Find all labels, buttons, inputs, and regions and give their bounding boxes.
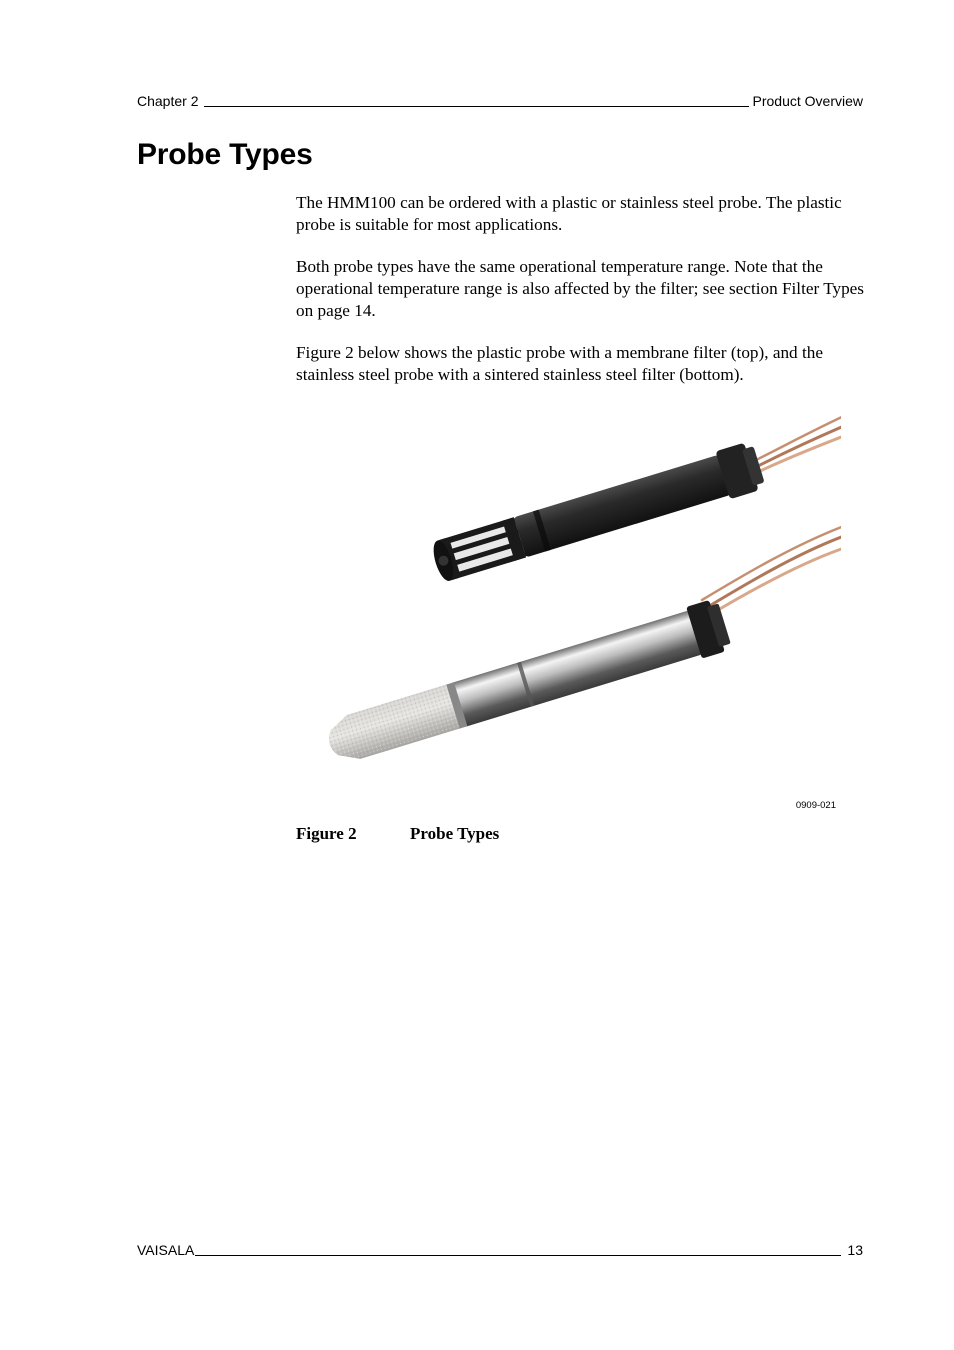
figure-code: 0909-021 [795,800,836,811]
header-section: Product Overview [752,93,863,109]
paragraph-temperature-range: Both probe types have the same operational temperature range. Note that the operational temperature range is also affected by the filter; see section Filter Types on page 14. [296,257,865,320]
page-number: 13 [847,1242,863,1258]
header-chapter: Chapter 2 [137,93,199,109]
footer-rule [195,1255,841,1256]
probe-cables [702,416,841,616]
probe-types-photo [296,404,841,792]
plastic-probe [428,440,766,587]
footer-company: VAISALA [137,1242,195,1258]
paragraph-probe-options: The HMM100 can be ordered with a plastic or stainless steel probe. The plastic probe is suitable for most applications. [296,193,842,234]
figure-caption [296,823,499,845]
header-rule [204,106,748,107]
paragraph-figure-description: Figure 2 below shows the plastic probe with a membrane filter (top), and the stainless steel probe with a sintered stainless steel filter (bottom). [296,343,823,384]
page-title: Probe Types [137,138,313,171]
figure-title: Probe Types [410,824,500,843]
figure-number: Figure 2 [296,824,357,843]
stainless-steel-probe [322,598,733,770]
running-footer [137,1239,863,1259]
running-header [137,90,863,110]
